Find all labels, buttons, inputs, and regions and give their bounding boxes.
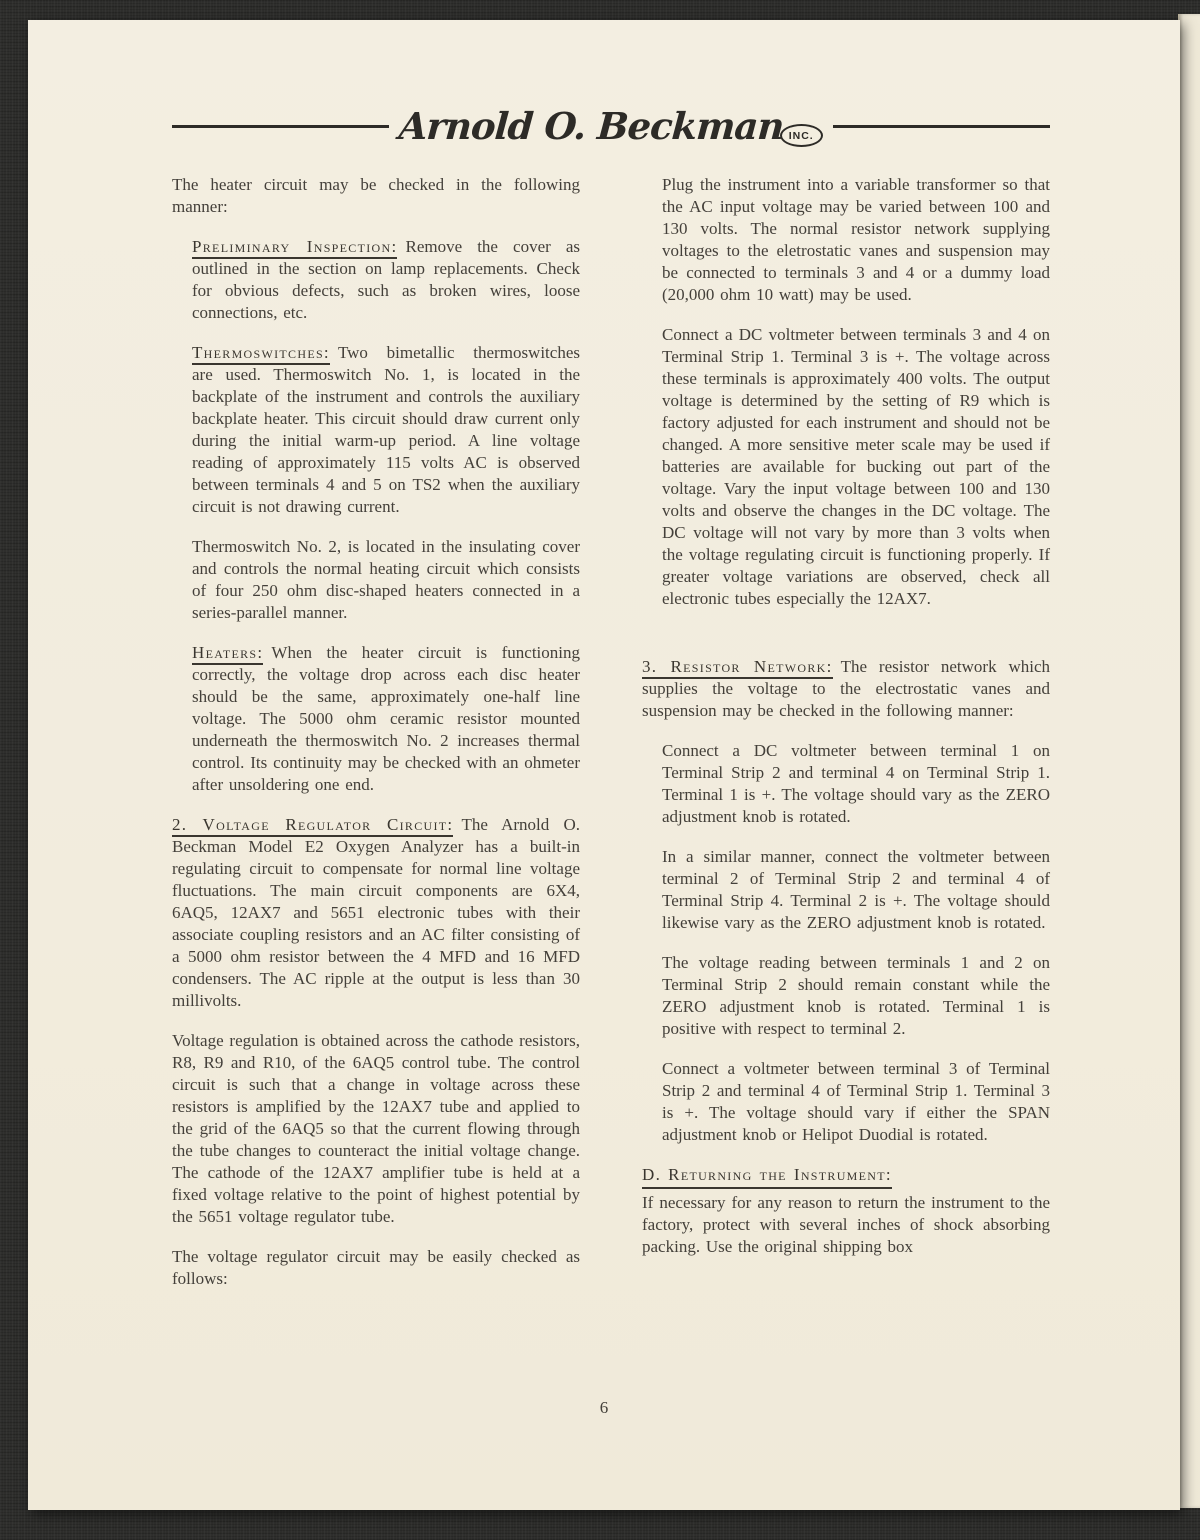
next-page-edge — [1178, 14, 1200, 1508]
page-number: 6 — [599, 1398, 609, 1417]
check-intro-text: The voltage regulator circuit may be easily checked as follows: — [172, 1247, 580, 1288]
manual-page — [28, 20, 1180, 1510]
brand-logo-script: Arnold O. Beckman — [397, 104, 786, 148]
connect-dc-voltmeter-text: Connect a DC voltmeter between terminals 3 and 4 on Terminal Strip 1. Terminal 3 is +. The voltage across these terminals is approximately 400 volts. The output voltage is determined by the setting of R9 which is factory adjusted for each instrument and should not be changed. A more sensitive meter scale may be used if batteries are available for bucking out part of the voltage. Vary the input voltage between 100 and 130 volts and observe the changes in the DC voltage. The DC voltage will not vary by more than 3 volts when the voltage regulating circuit is functioning properly. If greater voltage variations are observed, check all electronic tubes especially the 12AX7. — [662, 325, 1050, 608]
left-column — [172, 174, 580, 1308]
two-column-body — [172, 174, 1050, 1308]
thermoswitch-2-paragraph — [172, 536, 580, 624]
brand-inc-badge: INC. — [780, 124, 823, 147]
connect-dc-voltmeter-paragraph — [642, 324, 1050, 610]
thermoswitches-paragraph — [172, 342, 580, 518]
returning-instrument-heading: D. Returning the Instrument: — [642, 1164, 892, 1189]
voltage-reading-text: The voltage reading between terminals 1 and 2 on Terminal Strip 2 should remain constant while the ZERO adjustment knob is rotated. Terminal 1 is positive with respect to terminal 2. — [662, 953, 1050, 1038]
preliminary-inspection-text: Remove the cover as outlined in the section on lamp replacements. Check for obvious defects, such as broken wires, loose connections, etc. — [192, 237, 580, 322]
resistor-network-section — [642, 656, 1050, 722]
thermoswitches-text: Two bimetallic thermoswitches are used. Thermoswitch No. 1, is located in the backplate of the instrument and controls the auxiliary backplate heater. This circuit should draw current only during the initial warm-up period. A line voltage reading of approximately 115 volts AC is observed between terminals 4 and 5 on TS2 when the auxiliary circuit is not drawing current. — [192, 343, 580, 516]
voltage-regulator-text: The Arnold O. Beckman Model E2 Oxygen Analyzer has a built-in regulating circuit to compensate for normal line voltage fluctuations. The main circuit components are 6X4, 6AQ5, 12AX7 and 5651 electronic tubes with their associate coupling resistors and an AC filter consisting of a 5000 ohm resistor between the 4 MFD and 16 MFD condensers. The AC ripple at the output is less than 30 millivolts. — [172, 815, 580, 1010]
check-intro-paragraph — [172, 1246, 580, 1290]
thermoswitch-2-text: Thermoswitch No. 2, is located in the insulating cover and controls the normal heating circuit which consists of four 250 ohm disc-shaped heaters connected in a series-parallel manner. — [192, 537, 580, 622]
preliminary-inspection-heading: Preliminary Inspection: — [192, 237, 397, 259]
page-header — [172, 20, 1050, 148]
header-rule-left — [172, 125, 389, 128]
heaters-paragraph — [172, 642, 580, 796]
preliminary-inspection-paragraph — [172, 236, 580, 324]
header-rule-right — [833, 125, 1050, 128]
right-column — [642, 174, 1050, 1308]
heater-intro-text: The heater circuit may be checked in the following manner: — [172, 175, 580, 216]
heater-intro-paragraph — [172, 174, 580, 218]
returning-instrument-text: If necessary for any reason to return the instrument to the factory, protect with several inches of shock absorbing packing. Use the original shipping box — [642, 1193, 1050, 1256]
similar-manner-text: In a similar manner, connect the voltmeter between terminal 2 of Terminal Strip 2 and terminal 4 of Terminal Strip 4. Terminal 2 is +. The voltage should likewise vary as the ZERO adjustment knob is rotated. — [662, 847, 1050, 932]
voltage-reading-paragraph — [642, 952, 1050, 1040]
connect-terminal-1-paragraph — [642, 740, 1050, 828]
voltage-regulation-text: Voltage regulation is obtained across the cathode resistors, R8, R9 and R10, of the 6AQ5 control tube. The control circuit is such that a change in voltage across these resistors is amplified by the 12AX7 tube and applied to the grid of the 6AQ5 so that the current flowing through the tube changes to counteract the initial voltage change. The cathode of the 12AX7 amplifier tube is held at a fixed voltage relative to the point of highest potential by the 5651 voltage regulator tube. — [172, 1031, 580, 1226]
voltage-regulator-heading: 2. Voltage Regulator Circuit: — [172, 815, 453, 837]
heaters-heading: Heaters: — [192, 643, 263, 665]
returning-instrument-section — [642, 1164, 1050, 1258]
plug-paragraph — [642, 174, 1050, 306]
voltage-regulator-section — [172, 814, 580, 1012]
connect-voltmeter-paragraph — [642, 1058, 1050, 1146]
resistor-network-heading: 3. Resistor Network: — [642, 657, 833, 679]
brand-logo — [389, 104, 832, 148]
resistor-network-text: The resistor network which supplies the voltage to the electrostatic vanes and suspension may be checked in the following manner: — [642, 657, 1050, 720]
voltage-regulation-paragraph — [172, 1030, 580, 1228]
connect-voltmeter-text: Connect a voltmeter between terminal 3 of Terminal Strip 2 and terminal 4 of Terminal Strip 1. Terminal 3 is +. The voltage should vary if either the SPAN adjustment knob or Helipot Duodial is rotated. — [662, 1059, 1050, 1144]
connect-terminal-1-text: Connect a DC voltmeter between terminal 1 on Terminal Strip 2 and terminal 4 on Terminal Strip 1. Terminal 1 is +. The voltage should vary as the ZERO adjustment knob is rotated. — [662, 741, 1050, 826]
heaters-text: When the heater circuit is functioning correctly, the voltage drop across each disc heater should be the same, approximately one-half line voltage. The 5000 ohm ceramic resistor mounted underneath the thermoswitch No. 2 increases thermal control. Its continuity may be checked with an ohmeter after unsoldering one end. — [192, 643, 580, 794]
similar-manner-paragraph — [642, 846, 1050, 934]
thermoswitches-heading: Thermoswitches: — [192, 343, 330, 365]
plug-text: Plug the instrument into a variable transformer so that the AC input voltage may be varied between 100 and 130 volts. The normal resistor network supplying voltages to the eletrostatic vanes and suspension may be connected to terminals 3 and 4 or a dummy load (20,000 ohm 10 watt) may be used. — [662, 175, 1050, 304]
